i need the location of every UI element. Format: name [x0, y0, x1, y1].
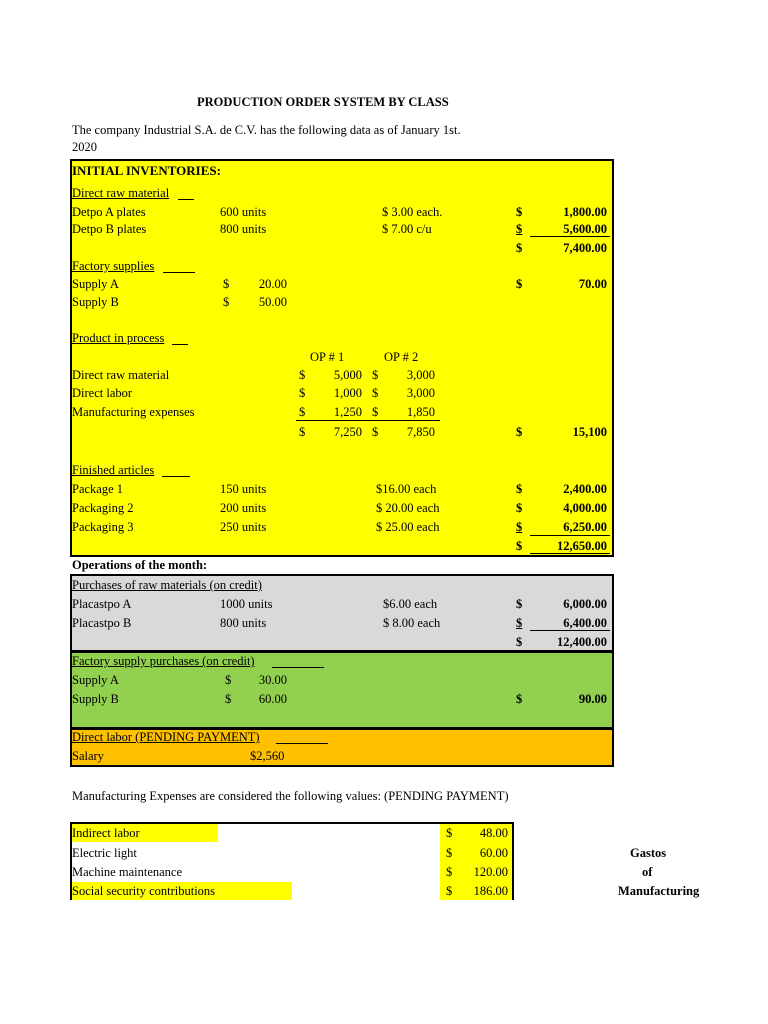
supply-purchases-total: 90.00	[578, 692, 607, 706]
currency-sign: $	[446, 846, 453, 860]
intro-text: The company Industrial S.A. de C.V. has the following data as of January 1st.	[72, 123, 461, 137]
expense-name: Indirect labor	[72, 826, 140, 840]
finished-total: 12,650.00	[557, 539, 607, 553]
currency-sign: $	[372, 386, 379, 400]
expense-name: Electric light	[72, 846, 137, 860]
currency-sign: $	[223, 295, 230, 309]
intro-year: 2020	[72, 140, 97, 154]
side-label-line2: of	[642, 865, 653, 879]
expense-value: 120.00	[473, 865, 508, 879]
currency-sign: $	[516, 222, 523, 236]
side-label-line3: Manufacturing	[618, 884, 700, 898]
supply-purchase-name: Supply A	[72, 673, 119, 687]
currency-sign: $	[372, 405, 379, 419]
currency-sign: $	[225, 673, 232, 687]
expense-value: 48.00	[479, 826, 508, 840]
currency-sign: $	[516, 277, 523, 291]
currency-sign: $	[299, 405, 306, 419]
op1-total: 7,250	[333, 425, 362, 439]
supply-value: 20.00	[258, 277, 287, 291]
currency-sign: $	[516, 205, 523, 219]
supply-name: Supply B	[72, 295, 119, 309]
op1-value: 1,000	[333, 386, 362, 400]
purchase-item-price: $6.00 each	[383, 597, 438, 611]
expenses-intro: Manufacturing Expenses are considered the following values: (PENDING PAYMENT)	[72, 789, 509, 803]
currency-sign: $	[299, 386, 306, 400]
finished-item-price: $ 25.00 each	[376, 520, 440, 534]
raw-total: 7,400.00	[563, 241, 607, 255]
supply-value: 50.00	[258, 295, 287, 309]
purchases-total: 12,400.00	[557, 635, 607, 649]
currency-sign: $	[516, 482, 523, 496]
currency-sign: $	[516, 501, 523, 515]
purchase-item-price: $ 8.00 each	[383, 616, 441, 630]
currency-sign: $	[516, 692, 523, 706]
supply-purchases-heading: Factory supply purchases (on credit)	[72, 654, 255, 668]
currency-sign: $	[446, 826, 453, 840]
op1-value: 1,250	[333, 405, 362, 419]
supplies-total: 70.00	[578, 277, 607, 291]
currency-sign: $	[225, 692, 232, 706]
supply-purchase-name: Supply B	[72, 692, 119, 706]
finished-item-amount: 4,000.00	[563, 501, 607, 515]
process-total: 15,100	[572, 425, 607, 439]
currency-sign: $	[223, 277, 230, 291]
purchase-item-name: Placastpo B	[72, 616, 132, 630]
initial-inventories-heading: INITIAL INVENTORIES:	[72, 163, 221, 178]
raw-material-heading: Direct raw material	[72, 186, 170, 200]
currency-sign: $	[299, 368, 306, 382]
finished-item-amount: 6,250.00	[563, 520, 607, 534]
raw-item-price: $ 7.00 c/u	[382, 222, 432, 236]
op1-label: OP # 1	[310, 350, 345, 364]
purchase-item-qty: 800 units	[220, 616, 267, 630]
finished-item-qty: 150 units	[220, 482, 267, 496]
op2-value: 1,850	[406, 405, 435, 419]
currency-sign: $	[516, 616, 523, 630]
expense-value: 60.00	[479, 846, 508, 860]
product-in-process-heading: Product in process	[72, 331, 165, 345]
finished-articles-heading: Finished articles	[72, 463, 155, 477]
operations-heading: Operations of the month:	[72, 558, 208, 572]
currency-sign: $	[516, 635, 523, 649]
op1-value: 5,000	[333, 368, 362, 382]
op2-value: 3,000	[406, 368, 435, 382]
side-label-line1: Gastos	[630, 846, 667, 860]
op2-label: OP # 2	[384, 350, 419, 364]
raw-item-amount: 5,600.00	[563, 222, 607, 236]
finished-item-price: $ 20.00 each	[376, 501, 440, 515]
raw-item-qty: 800 units	[220, 222, 267, 236]
currency-sign: $	[516, 425, 523, 439]
expense-value: 186.00	[473, 884, 508, 898]
currency-sign: $	[299, 425, 306, 439]
raw-item-name: Detpo B plates	[72, 222, 147, 236]
supply-purchase-value: 30.00	[258, 673, 287, 687]
factory-supplies-heading: Factory supplies	[72, 259, 155, 273]
currency-sign: $	[446, 865, 453, 879]
finished-item-qty: 250 units	[220, 520, 267, 534]
currency-sign: $	[446, 884, 453, 898]
purchases-heading: Purchases of raw materials (on credit)	[72, 578, 262, 592]
currency-sign: $	[516, 539, 523, 553]
op2-total: 7,850	[406, 425, 435, 439]
process-row-name: Manufacturing expenses	[72, 405, 195, 419]
purchase-item-amount: 6,000.00	[563, 597, 607, 611]
page-title: PRODUCTION ORDER SYSTEM BY CLASS	[197, 95, 449, 109]
process-row-name: Direct raw material	[72, 368, 170, 382]
finished-item-name: Packaging 2	[72, 501, 134, 515]
finished-item-name: Package 1	[72, 482, 124, 496]
currency-sign: $	[372, 368, 379, 382]
expense-name: Machine maintenance	[72, 865, 183, 879]
direct-labor-heading: Direct labor (PENDING PAYMENT)	[72, 730, 260, 744]
supply-purchase-value: 60.00	[258, 692, 287, 706]
raw-item-qty: 600 units	[220, 205, 267, 219]
finished-item-amount: 2,400.00	[563, 482, 607, 496]
finished-item-price: $16.00 each	[376, 482, 437, 496]
raw-item-amount: 1,800.00	[563, 205, 607, 219]
currency-sign: $	[372, 425, 379, 439]
finished-item-qty: 200 units	[220, 501, 267, 515]
currency-sign: $	[516, 241, 523, 255]
purchase-item-qty: 1000 units	[220, 597, 273, 611]
raw-item-name: Detpo A plates	[72, 205, 146, 219]
op2-value: 3,000	[406, 386, 435, 400]
currency-sign: $	[516, 597, 523, 611]
purchase-item-amount: 6,400.00	[563, 616, 607, 630]
salary-value: $2,560	[250, 749, 285, 763]
supply-name: Supply A	[72, 277, 119, 291]
finished-item-name: Packaging 3	[72, 520, 134, 534]
process-row-name: Direct labor	[72, 386, 133, 400]
expense-name: Social security contributions	[72, 884, 216, 898]
salary-label: Salary	[72, 749, 104, 763]
currency-sign: $	[516, 520, 523, 534]
raw-item-price: $ 3.00 each.	[382, 205, 443, 219]
purchase-item-name: Placastpo A	[72, 597, 132, 611]
